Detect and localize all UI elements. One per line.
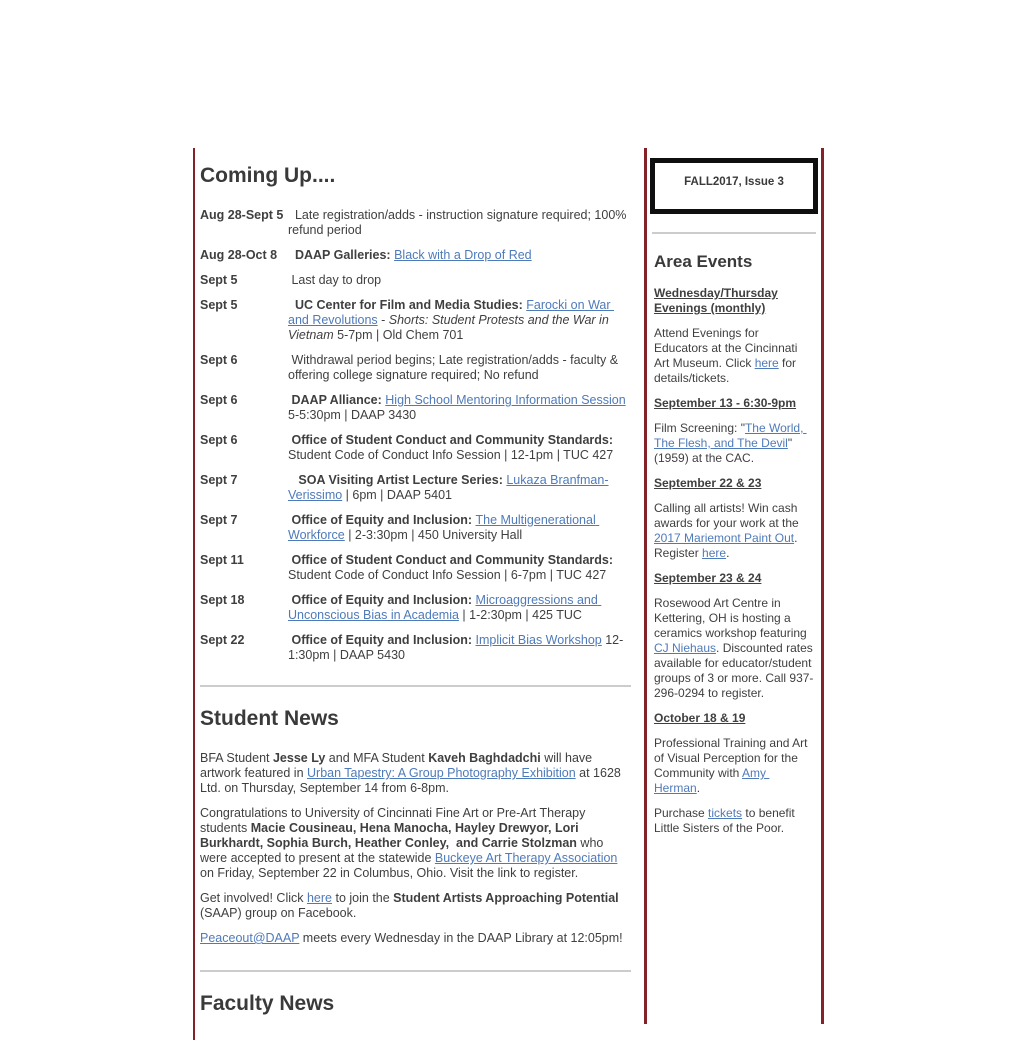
text-segment: Late registration/adds - instruction signature required; 100% refund period	[288, 208, 630, 237]
text-segment: (SAAP) group on Facebook.	[200, 891, 623, 920]
event-subhead	[654, 476, 814, 491]
text-segment: Office of Student Conduct and Community Standards:	[291, 553, 614, 567]
inline-link[interactable]: High School Mentoring Information Session	[385, 393, 626, 407]
schedule-description	[288, 273, 631, 288]
schedule-date: Aug 28-Oct 8	[200, 248, 278, 262]
schedule-description	[288, 298, 631, 343]
text-segment: Macie Cousineau, Hena Manocha, Hayley Drewyor, Lori Burkhardt, Sophia Burch, Heather Conley, and Carrie Stolzman	[200, 821, 583, 850]
inline-link[interactable]: Buckeye Art Therapy Association	[434, 851, 618, 865]
inline-link[interactable]: CJ Niehaus	[654, 641, 717, 655]
text-segment: Attend Evenings for Educators at the Cincinnati Art Museum. Click	[654, 326, 801, 370]
text-segment: Withdrawal period begins; Late registration/adds - faculty & offering college signature required; No refund	[288, 353, 622, 382]
inline-link[interactable]: Urban Tapestry: A Group Photography Exhibition	[307, 766, 576, 780]
text-segment	[288, 248, 295, 262]
event-date-link[interactable]: September 22 & 23	[654, 476, 762, 490]
event-paragraph	[654, 806, 814, 836]
text-segment: DAAP Alliance:	[291, 393, 386, 407]
schedule-description	[288, 513, 631, 543]
text-segment: -	[377, 313, 389, 327]
issue-box	[650, 158, 818, 214]
text-segment: Film Screening: "	[654, 421, 745, 435]
event-paragraph	[654, 736, 814, 796]
text-segment: . Discounted rates available for educator/student groups of 3 or more. Call 937-296-0294 to register.	[654, 641, 817, 700]
text-segment: Calling all artists! Win cash awards for your work at the	[654, 501, 803, 530]
inline-link[interactable]: Amy Herman	[654, 766, 770, 795]
schedule-date: Sept 5	[200, 273, 238, 287]
event-subhead	[654, 711, 814, 726]
text-segment: who were accepted to present at the statewide	[200, 836, 607, 865]
event-subhead	[654, 396, 814, 411]
text-segment: Student Code of Conduct Info Session | 12-1pm | TUC 427	[288, 433, 617, 462]
text-segment: Office of Equity and Inclusion:	[291, 633, 476, 647]
inline-link[interactable]: tickets	[708, 806, 743, 820]
paragraph	[200, 806, 631, 881]
schedule-row	[200, 433, 631, 463]
text-segment: Purchase	[654, 806, 709, 820]
student-news-title: Student News	[200, 707, 339, 730]
text-segment: Student Code of Conduct Info Session | 6-7pm | TUC 427	[288, 553, 617, 582]
schedule-row	[200, 248, 631, 263]
student-news-body	[200, 751, 631, 946]
sidebar	[644, 148, 824, 1024]
divider	[200, 685, 631, 687]
schedule-date: Sept 7	[200, 513, 238, 527]
schedule-description	[288, 393, 631, 423]
divider	[652, 232, 816, 234]
text-segment: Rosewood Art Centre in Kettering, OH is hosting a ceramics workshop featuring	[654, 596, 811, 640]
text-segment: Office of Equity and Inclusion:	[291, 593, 476, 607]
text-segment: BFA Student	[200, 751, 273, 765]
text-segment: 5-7pm | Old Chem 701	[333, 328, 464, 342]
schedule-description	[288, 433, 631, 463]
schedule-row	[200, 473, 631, 503]
schedule-row	[200, 208, 631, 238]
text-segment: " (1959) at the CAC.	[654, 436, 796, 465]
schedule-description	[288, 353, 631, 383]
schedule-row	[200, 513, 631, 543]
text-segment: . Register	[654, 531, 801, 560]
area-events-list	[650, 286, 818, 836]
inline-link[interactable]: 2017 Mariemont Paint Out	[654, 531, 795, 545]
schedule-row	[200, 633, 631, 663]
schedule-date: Sept 6	[200, 433, 238, 447]
inline-link[interactable]: here	[306, 891, 333, 905]
inline-link[interactable]: Implicit Bias Workshop	[475, 633, 602, 647]
text-segment: Kaveh Baghdadchi	[428, 751, 541, 765]
event-date-link[interactable]: September 23 & 24	[654, 571, 762, 585]
inline-link[interactable]: Peaceout@DAAP	[200, 931, 300, 945]
schedule-row	[200, 273, 631, 288]
text-segment: Professional Training and Art of Visual Perception for the Community with	[654, 736, 811, 780]
paragraph	[200, 751, 631, 796]
inline-link[interactable]: Black with a Drop of Red	[394, 248, 532, 262]
event-date-link[interactable]: September 13 - 6:30-9pm	[654, 396, 797, 410]
schedule-row	[200, 593, 631, 623]
inline-link[interactable]: here	[754, 356, 779, 370]
faculty-news-title: Faculty News	[200, 992, 335, 1015]
text-segment: Last day to drop	[288, 273, 382, 287]
schedule-row	[200, 553, 631, 583]
schedule-row	[200, 393, 631, 423]
inline-link[interactable]: here	[702, 546, 727, 560]
paragraph	[200, 891, 631, 921]
text-segment: .	[696, 781, 701, 795]
text-segment: 12-1:30pm | DAAP 5430	[288, 633, 624, 662]
event-paragraph	[654, 501, 814, 561]
inline-link[interactable]: Microaggressions and Unconscious Bias in Academia	[288, 593, 602, 622]
text-segment: and MFA Student	[325, 751, 429, 765]
text-segment: DAAP Galleries:	[294, 248, 395, 262]
event-date-link[interactable]: Wednesday/Thursday Evenings (monthly)	[654, 286, 778, 315]
text-segment: to benefit Little Sisters of the Poor.	[654, 806, 799, 835]
text-segment: SOA Visiting Artist Lecture Series:	[298, 473, 507, 487]
schedule-row	[200, 298, 631, 343]
text-segment: Office of Student Conduct and Community Standards:	[291, 433, 614, 447]
coming-up-schedule	[200, 208, 631, 663]
event-subhead	[654, 286, 814, 316]
inline-link[interactable]: The Multigenerational Workforce	[288, 513, 600, 542]
text-segment: meets every Wednesday in the DAAP Library at 12:05pm!	[299, 931, 623, 945]
coming-up-title: Coming Up....	[200, 164, 336, 187]
issue-label: FALL2017, Issue 3	[684, 176, 784, 188]
schedule-date: Sept 22	[200, 633, 245, 647]
schedule-date: Sept 7	[200, 473, 238, 487]
text-segment: will have artwork featured in	[200, 751, 596, 780]
text-segment: to join the	[332, 891, 394, 905]
paragraph	[200, 931, 631, 946]
divider	[200, 970, 631, 972]
text-segment	[288, 473, 298, 487]
schedule-description	[288, 473, 631, 503]
event-paragraph	[654, 596, 817, 701]
text-segment: at 1628 Ltd. on Thursday, September 14 from 6-8pm.	[200, 766, 625, 795]
inline-link[interactable]: Lukaza Branfman-Verissimo	[288, 473, 609, 502]
text-segment: | 1-2:30pm | 425 TUC	[458, 608, 582, 622]
text-segment: Jesse Ly	[272, 751, 326, 765]
text-segment	[288, 298, 295, 312]
text-segment: Shorts: Student Protests and the War in Vietnam	[288, 313, 613, 342]
inline-link[interactable]: The World, The Flesh, and The Devil	[654, 421, 807, 450]
text-segment: Get involved! Click	[200, 891, 307, 905]
text-segment: for details/tickets.	[654, 356, 800, 385]
text-segment: Office of Equity and Inclusion:	[291, 513, 476, 527]
main-column	[193, 148, 649, 1040]
inline-link[interactable]: Farocki on War and Revolutions	[288, 298, 614, 327]
schedule-date: Sept 6	[200, 353, 238, 367]
schedule-description	[288, 633, 631, 663]
schedule-description	[288, 593, 631, 623]
schedule-date: Aug 28-Sept 5	[200, 208, 284, 222]
text-segment: UC Center for Film and Media Studies:	[294, 298, 527, 312]
text-segment: | 2-3:30pm | 450 University Hall	[344, 528, 523, 542]
schedule-date: Sept 18	[200, 593, 245, 607]
schedule-description	[288, 208, 631, 238]
event-date-link[interactable]: October 18 & 19	[654, 711, 746, 725]
text-segment: Congratulations to University of Cincinnati Fine Art or Pre-Art Therapy students	[200, 806, 589, 835]
schedule-description	[288, 248, 631, 263]
schedule-date: Sept 6	[200, 393, 238, 407]
schedule-date: Sept 11	[200, 553, 244, 567]
event-subhead	[654, 571, 814, 586]
schedule-description	[288, 553, 631, 583]
event-paragraph	[654, 421, 814, 466]
text-segment: .	[726, 546, 730, 560]
text-segment: on Friday, September 22 in Columbus, Ohio. Visit the link to register.	[200, 851, 621, 880]
schedule-date: Sept 5	[200, 298, 238, 312]
text-segment: | 6pm | DAAP 5401	[342, 488, 452, 502]
area-events-title: Area Events	[654, 252, 753, 271]
event-paragraph	[654, 326, 814, 386]
schedule-row	[200, 353, 631, 383]
text-segment: Student Artists Approaching Potential	[393, 891, 619, 905]
text-segment: 5-5:30pm | DAAP 3430	[288, 393, 630, 422]
